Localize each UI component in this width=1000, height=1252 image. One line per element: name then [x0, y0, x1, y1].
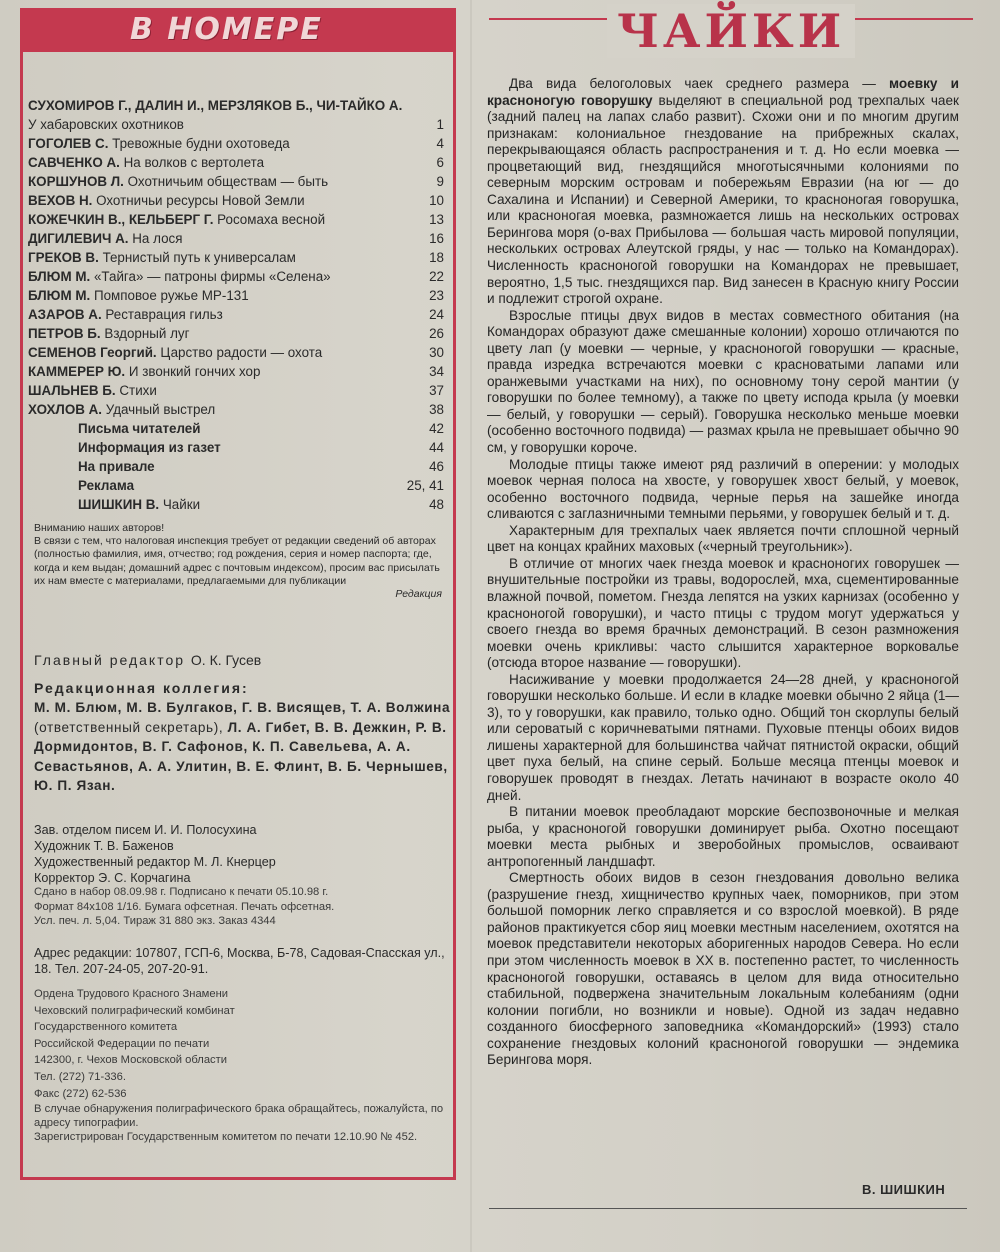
toc-entry[interactable] [28, 305, 444, 324]
toc-entry[interactable] [28, 362, 444, 381]
toc-page: 16 [429, 231, 444, 246]
article-author: В. ШИШКИН [862, 1182, 946, 1197]
toc-title: Охотничьи ресурсы Новой Земли [96, 193, 305, 208]
printer-line: Государственного комитета [34, 1021, 178, 1034]
staff-line: Художник Т. В. Баженов [34, 839, 174, 853]
toc-author: ШИШКИН В. [78, 497, 160, 512]
board-secretary-note: (ответственный секретарь), [34, 719, 224, 735]
toc-title: Охотничьим обществам — быть [127, 174, 329, 189]
toc-page: 6 [436, 155, 444, 170]
toc-title: На лося [132, 231, 183, 246]
printer-line: Тел. (272) 71-336. [34, 1070, 126, 1083]
article-title: ЧАЙКИ [607, 4, 855, 58]
toc-title: «Тайга» — патроны фирмы «Селена» [93, 269, 331, 284]
toc-section[interactable] [28, 476, 444, 495]
contents-header [20, 8, 456, 52]
toc-page: 34 [429, 364, 444, 379]
toc-author: БЛЮМ М. [28, 269, 91, 284]
page-gutter [470, 0, 472, 1252]
editorial-board [34, 698, 452, 796]
toc-title: Стихи [119, 383, 157, 398]
lead-bold: моевку и красноногую говорушку [487, 76, 959, 108]
toc-section[interactable] [28, 438, 444, 457]
toc-author: БЛЮМ М. [28, 288, 91, 303]
toc-author: ШАЛЬНЕВ Б. [28, 383, 116, 398]
article-paragraph: В питании моевок преобладают морские беспозвоночные и мелкая рыба, у красноногой говорушки доминирует рыба. Охотно посещают моевки места рыбных и зверобойных промыслов, осваивают антропогенный ландшафт. [487, 804, 959, 869]
toc-page: 42 [429, 421, 444, 436]
lead-text: Два вида белоголовых чаек среднего размера — [509, 76, 876, 91]
toc-entry[interactable] [28, 267, 444, 286]
imprint-line: Формат 84х108 1/16. Бумага офсетная. Печать офсетная. [34, 900, 335, 913]
toc-title: Тревожные будни охотоведа [112, 136, 290, 151]
footer-rule [489, 1208, 967, 1209]
toc-author: СЕМЕНОВ Георгий. [28, 345, 157, 360]
toc-page: 26 [429, 326, 444, 341]
notice-signature: Редакция [395, 588, 442, 601]
staff-line: Художественный редактор М. Л. Кнерцер [34, 855, 276, 869]
toc-title: Чайки [162, 497, 201, 512]
toc-author: АЗАРОВ А. [28, 307, 102, 322]
toc-page: 10 [429, 193, 444, 208]
article-paragraph: Насиживание у моевки продолжается 24—28 дней, у красноногой говорушки несколько больше. И если в кладке моевки обычно 2 яйца (1—3), то у говорушки, как правило, только одно. Общий тон скорлупы белый или сероватый с коричневатыми пятнами. Пуховые птенцы обоих видов лишены характерной для большинства чайчат пятнистой окраски, общий цвет пуха белый, на спине серый. Больше месяца птенцы моевок и говорушек проводят в гнездах. Летать начинают в возрасте около 40 дней. [487, 671, 959, 803]
toc-entry[interactable] [28, 324, 444, 343]
printer-line: Зарегистрирован Государственным комитетом по печати 12.10.90 № 452. [34, 1131, 418, 1144]
toc-section[interactable] [28, 419, 444, 438]
toc-page: 37 [429, 383, 444, 398]
printer-line: 142300, г. Чехов Московской области [34, 1054, 228, 1067]
toc-entry[interactable] [28, 286, 444, 305]
toc-author: ВЕХОВ Н. [28, 193, 93, 208]
toc-author: САВЧЕНКО А. [28, 155, 120, 170]
toc-page: 46 [429, 459, 444, 474]
toc-title: Реставрация гильз [105, 307, 223, 322]
chief-editor-name: О. К. Гусев [190, 652, 262, 668]
toc-entry[interactable] [28, 381, 444, 400]
printer-line: Факс (272) 62-536 [34, 1087, 127, 1100]
toc-page: 13 [429, 212, 444, 227]
toc-page: 22 [429, 269, 444, 284]
toc-entry[interactable] [28, 343, 444, 362]
toc-page: 1 [436, 117, 444, 132]
toc-title: Росомаха весной [217, 212, 326, 227]
article-paragraph: В отличие от многих чаек гнезда моевок и красноногих говорушек — внушительные постройки из травы, водорослей, мха, сцементированные влажной почвой, пометом. Гнезда лепятся на узких карнизах (особенно у красноногой говорушки), и часто птицы с трудом могут удержаться у своего гнезда во время брачных демонстраций. В сезон размножения моевки очень крикливы: часто слышится характерное ворковалье (отсюда второе название — говорушки). [487, 555, 959, 671]
toc-entry[interactable] [28, 210, 444, 229]
staff-list [34, 822, 452, 886]
toc-page: 25, 41 [406, 478, 444, 493]
article-paragraph: Смертность обоих видов в сезон гнездования довольно велика (разрушение гнезд, хищничество крупных чаек, поморников, при этом большой поморник легко справляется и со взрослой моевкой). В ряде районов практикуется сбор яиц моевки местным населением, охотятся на моевок представители некоторых аборигенных народов Севера. Но если при этом численность моевок в XX в. постепенно растет, то численность красноногой говорушки, оставаясь в целом для вида относительно стабильной, подвержена значительным локальным колебаниям (одни колонии погибли, но возникли и новые). Одной из задач недавно созданного биосферного заповедника «Командорский» (1993) стало сохранение гнездовых колоний красноногой говорушки — эндемика Берингова моря. [487, 870, 959, 1068]
toc-author: ХОХЛОВ А. [28, 402, 103, 417]
toc-author: ГРЕКОВ В. [28, 250, 99, 265]
article-paragraph: Молодые птицы также имеют ряд различий в оперении: у молодых моевок черная полоса на хвосте, у говорушек хвост белый, у моевок, особенно восточного подвида, черные перья на зашейке иногда сливаются с заглазничными темными перьями, у говорушек белый и т. д. [487, 456, 959, 522]
toc-author: СУХОМИРОВ Г., ДАЛИН И., МЕРЗЛЯКОВ Б., ЧИ-ТАЙКО А. [28, 98, 403, 113]
imprint-line: Сдано в набор 08.09.98 г. Подписано к печати 05.10.98 г. [34, 886, 329, 898]
toc-section-title: На привале [78, 459, 155, 474]
staff-line: Зав. отделом писем И. И. Полосухина [34, 823, 257, 837]
toc-section[interactable] [28, 457, 444, 476]
toc-page: 23 [429, 288, 444, 303]
article-header [489, 6, 973, 58]
toc-page: 24 [429, 307, 444, 322]
article-paragraph: Характерным для трехпалых чаек является почти сплошной черный цвет на концах крайних маховых («черный треугольник»). [487, 522, 959, 555]
toc-title: И звонкий гончих хор [128, 364, 261, 379]
toc-entry[interactable] [28, 495, 444, 514]
toc-title: Царство радости — охота [160, 345, 323, 360]
toc-page: 30 [429, 345, 444, 360]
toc-section-title: Реклама [78, 478, 135, 493]
printer-line: Чеховский полиграфический комбинат [34, 1004, 235, 1017]
board-members-2: Л. А. Гибет, В. В. Дежкин, Р. В. Дормидонтов, В. Г. Сафонов, К. П. Савельева, А. А. Севастьянов, А. А. Улитин, В. Е. Флинт, В. Б. Чернышев, Ю. П. Язан. [34, 719, 448, 793]
toc-page: 38 [429, 402, 444, 417]
authors-notice [34, 522, 446, 601]
board-members-1: М. М. Блюм, М. В. Булгаков, Г. В. Висящев, Т. А. Волжина [34, 700, 451, 715]
toc-title: Помповое ружье МР-131 [93, 288, 249, 303]
editorial-board-label: Редакционная коллегия: [34, 680, 249, 696]
toc-page: 9 [436, 174, 444, 189]
toc-author: КОРШУНОВ Л. [28, 174, 124, 189]
printer-line: Российской Федерации по печати [34, 1037, 210, 1050]
notice-text: В связи с тем, что налоговая инспекция требует от редакции сведений об авторах (полностью фамилия, имя, отчество; год рождения, серия и номер паспорта; где, когда и кем выдан; домашний адрес с почтовым индексом), просим вас присылать их нам вместе с материалами, предлагаемыми для публикации [34, 535, 440, 587]
lead-text-cont: выделяют в специальной род трехпалых чаек (задний палец на лапах слабо развит). Схожи они и по многим другим признакам: колониальное гнездование на прибрежных скалах, перекрывающаяся область распространения и т. д. Но если моевка — процветающий вид, гнездящийся многотысячными колониями по северным морским островам и побережьям Евразии (на юг — до Сахалина и Испании) и Северной Америки, то красноногая говорушка, или красноногая моевка, размножается лишь на нескольких островах Берингова моря (о-вах Прибылова — большая часть мировой популяции, нескольких островах Алеутской гряды, у нас — только на Командорах). Численность красноногой говорушки на Командорах не превышает, вероятно, 1,5 тыс. гнездящихся пар. Вид занесен в Красную книгу России и подлежит строгой охране. [487, 92, 959, 307]
toc-section-title: Письма читателей [78, 421, 201, 436]
toc-author: КАММЕРЕР Ю. [28, 364, 126, 379]
staff-line: Корректор Э. С. Корчагина [34, 871, 191, 885]
toc-section-title: Информация из газет [78, 440, 221, 455]
imprint [34, 885, 452, 929]
toc-entry[interactable] [28, 153, 444, 172]
article-body [487, 76, 959, 1069]
editorial-address: Адрес редакции: 107807, ГСП-6, Москва, Б-78, Садовая-Спасская ул., 18. Тел. 207-24-05, 207-20-91. [34, 946, 445, 976]
toc-title: На волков с вертолета [123, 155, 265, 170]
chief-editor-label: Главный редактор [34, 652, 186, 668]
toc-entry[interactable] [28, 134, 444, 153]
toc-author: ДИГИЛЕВИЧ А. [28, 231, 129, 246]
toc-entry[interactable] [28, 229, 444, 248]
toc-author: ПЕТРОВ Б. [28, 326, 101, 341]
toc-page: 48 [429, 497, 444, 512]
toc-author: КОЖЕЧКИН В., КЕЛЬБЕРГ Г. [28, 212, 214, 227]
toc-title: Удачный выстрел [105, 402, 216, 417]
toc-title: Вздорный луг [104, 326, 190, 341]
toc-author: ГОГОЛЕВ С. [28, 136, 109, 151]
toc-page: 18 [429, 250, 444, 265]
toc-title: Тернистый путь к универсалам [102, 250, 296, 265]
contents-title: В НОМЕРЕ [130, 12, 323, 47]
printer-line: В случае обнаружения полиграфического брака обращайтесь, пожалуйста, по адресу типографии. [34, 1103, 444, 1130]
imprint-line: Усл. печ. л. 5,04. Тираж 31 880 экз. Заказ 4344 [34, 915, 276, 927]
article-paragraph [487, 76, 959, 308]
toc-entry[interactable] [28, 191, 444, 210]
toc-page: 4 [436, 136, 444, 151]
toc-entry[interactable] [28, 172, 444, 191]
printer-line: Ордена Трудового Красного Знамени [34, 988, 229, 1000]
chief-editor [34, 652, 261, 668]
article-paragraph: Взрослые птицы двух видов в местах совместного обитания (на Командорах образуют даже смешанные колонии) хорошо отличаются по цвету лап (у моевки — черные, у красноногой говорушки — красные, правда изредка встречаются моевки с красноватыми лапами или оранжевыми участками на них), по основному тону серой мантии (у говорушки по более темному), а также по цвету испода крыла (у моевки — белый, у говорушки — серый). Говорушка несколько меньше моевки (особенно восточного подвида) — размах крыла не превышает обычно 90 см, у говорушки короче. [487, 307, 959, 456]
notice-heading: Вниманию наших авторов! [34, 522, 165, 534]
toc-page: 44 [429, 440, 444, 455]
table-of-contents [28, 96, 444, 514]
toc-title: У хабаровских охотников [28, 117, 184, 132]
toc-entry[interactable] [28, 400, 444, 419]
toc-entry[interactable] [28, 248, 444, 267]
printer-info [34, 986, 452, 1144]
toc-entry[interactable] [28, 96, 444, 134]
